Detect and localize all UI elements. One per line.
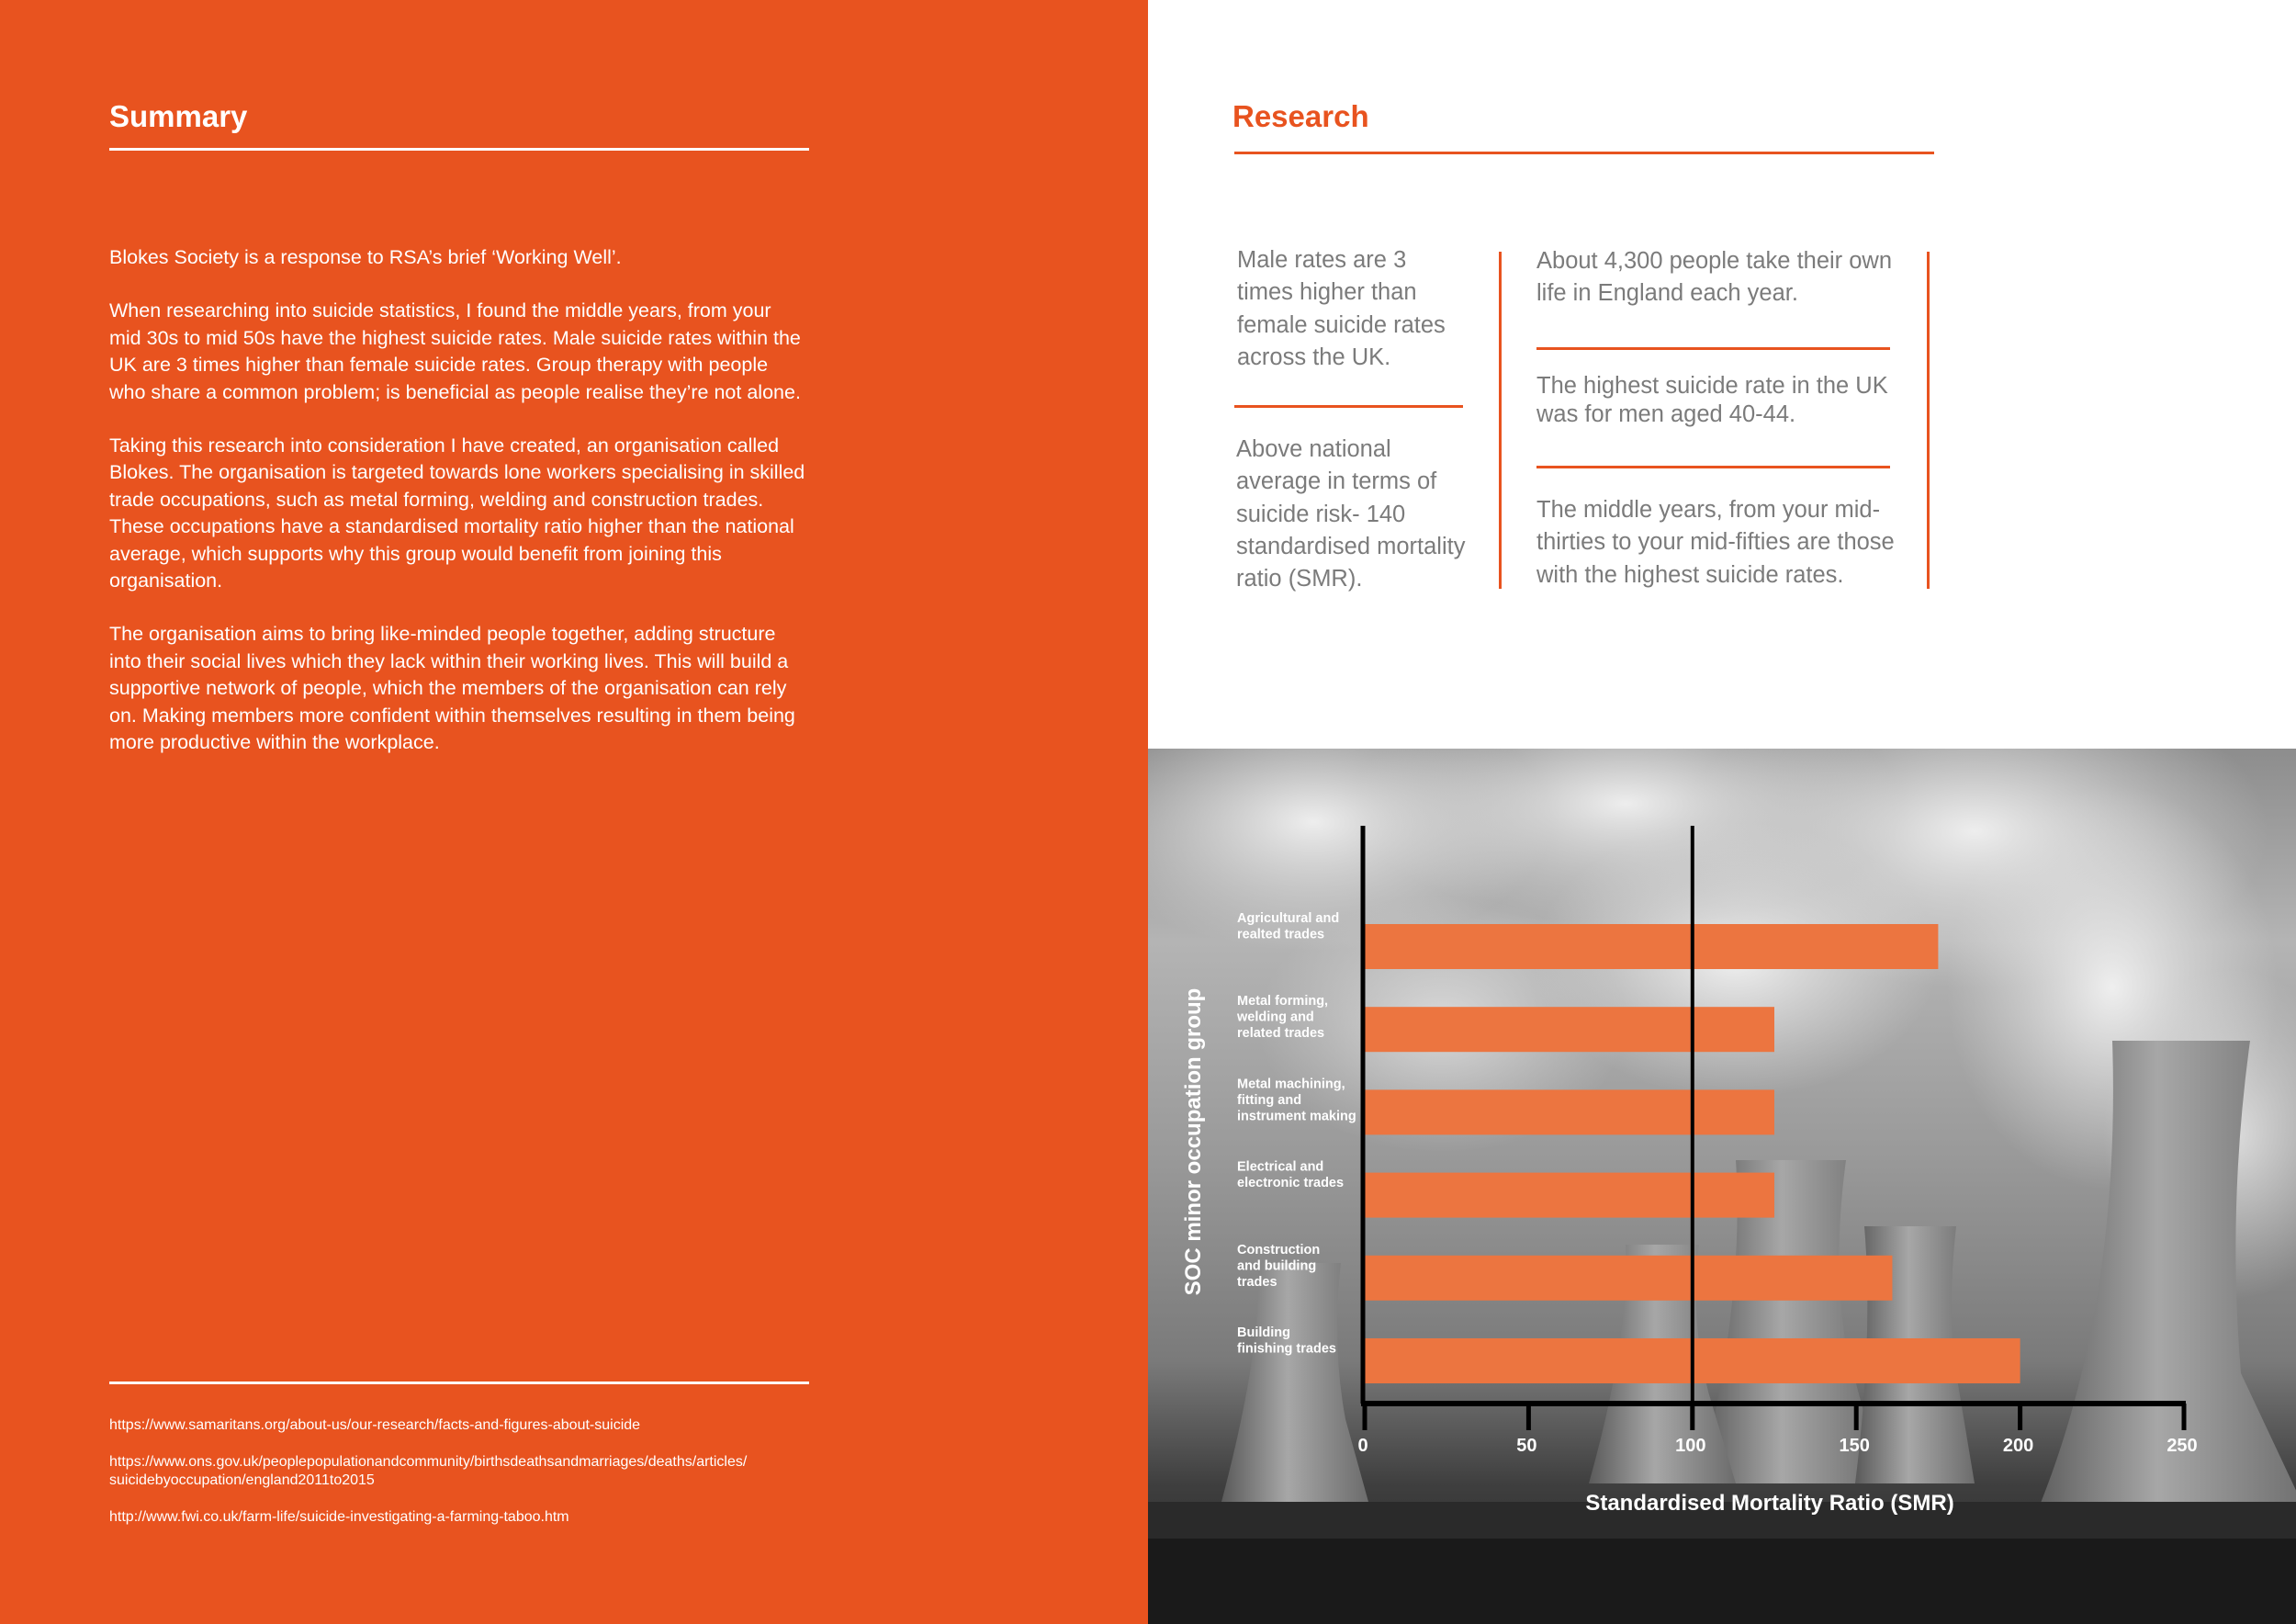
reference-link[interactable]: https://www.samaritans.org/about-us/our-research/facts-and-figures-about-suicide — [109, 1417, 641, 1433]
smr-bar-chart — [1148, 749, 2296, 1624]
bar — [1365, 1256, 1892, 1301]
summary-paragraph: Blokes Society is a response to RSA’s brief ‘Working Well’. — [109, 246, 622, 268]
chart-category-labels — [1236, 911, 1356, 1357]
bar — [1365, 924, 1938, 969]
stat-people-per-year: About 4,300 people take their own life in England each year. — [1536, 248, 1893, 306]
reference-link[interactable]: https://www.ons.gov.uk/peoplepopulationandcommunity/birthsdeathsandmarriages/deaths/articles/ suicidebyoccupation/england2011to2015 — [109, 1454, 748, 1488]
summary-paragraph: The organisation aims to bring like-minded people together, adding structure into their social lives which they lack within their working lives. This will build a supportive network of people, which the members of the organisation can rely on. Making members more confident within themselves resulting in them being more productive within the workplace. — [109, 623, 795, 754]
summary-paragraph: When researching into suicide statistics, I found the middle years, from your mid 30s to mid 50s have the highest suicide rates. Male suicide rates within the UK are 3 times higher than female suicide rates. Group therapy with people who share a common problem; is beneficial as people realise they’re not alone. — [109, 299, 801, 403]
category-label: Metal forming, welding and related trades — [1237, 994, 1329, 1042]
research-divider — [1234, 152, 1934, 154]
x-tick-label: 250 — [2167, 1436, 2198, 1456]
stat-male-rates: Male rates are 3 times higher than female suicide rates across the UK. — [1237, 247, 1446, 370]
x-tick-label: 0 — [1357, 1436, 1368, 1456]
x-tick-label: 150 — [1839, 1436, 1870, 1456]
x-tick-label: 200 — [2002, 1436, 2034, 1456]
bar — [1365, 1007, 1774, 1052]
research-title: Research — [1232, 99, 1369, 133]
column-divider-right — [1927, 252, 1930, 589]
summary-divider — [109, 148, 809, 151]
x-tick-label: 100 — [1675, 1436, 1706, 1456]
references-list — [109, 1416, 862, 1545]
category-label: Electrical and electronic trades — [1237, 1159, 1345, 1191]
x-axis-ticks — [1357, 1404, 2197, 1456]
category-label: Agricultural and realted trades — [1237, 911, 1340, 942]
category-label: Construction and building trades — [1237, 1242, 1321, 1290]
cooling-towers-photo — [1148, 749, 2296, 1624]
category-label: Metal machining, fitting and instrument making — [1237, 1077, 1356, 1124]
bar — [1365, 1173, 1774, 1218]
y-axis-title: SOC minor occupation group — [1181, 987, 1206, 1296]
reference-link[interactable]: http://www.fwi.co.uk/farm-life/suicide-investigating-a-farming-taboo.htm — [109, 1509, 569, 1525]
stat-highest-rate: The highest suicide rate in the UK was for men aged 40-44. — [1536, 373, 1888, 427]
references-divider — [109, 1382, 809, 1384]
bar — [1365, 1089, 1774, 1134]
stat-divider — [1536, 347, 1890, 350]
stat-middle-years: The middle years, from your mid-thirties to your mid-fifties are those with the highest suicide rates. — [1536, 497, 1895, 588]
stat-divider — [1234, 405, 1463, 408]
summary-title: Summary — [109, 99, 248, 133]
column-divider-left — [1499, 252, 1502, 589]
category-label: Building finishing trades — [1237, 1325, 1336, 1357]
summary-paragraph: Taking this research into consideration I have created, an organisation called Blokes. The organisation is targeted towards lone workers specialising in skilled trade occupations, such as metal forming, welding and construction trades. These occupations have a standardised mortality ratio higher than the national average, which supports why this group would benefit from joining this organisation. — [109, 434, 805, 592]
stat-divider — [1536, 466, 1890, 468]
x-tick-label: 50 — [1516, 1436, 1537, 1456]
summary-body — [109, 244, 807, 784]
x-axis-title: Standardised Mortality Ratio (SMR) — [1585, 1491, 1954, 1516]
stat-smr: Above national average in terms of suicide risk- 140 standardised mortality ratio (SMR). — [1236, 436, 1466, 592]
